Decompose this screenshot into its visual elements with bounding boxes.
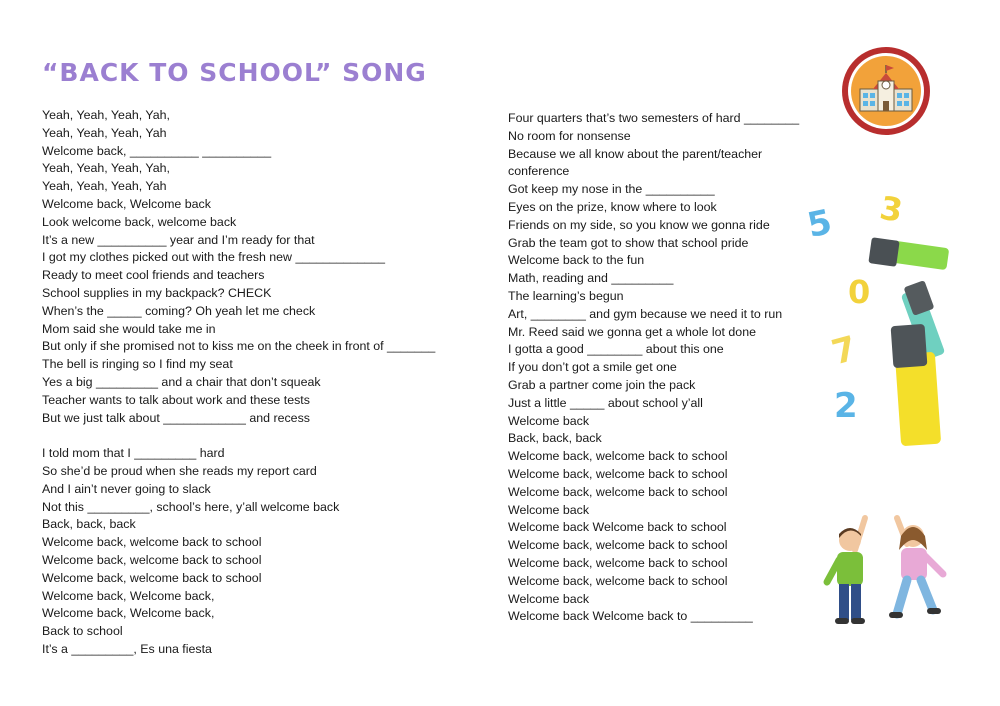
lyric-line: When’s the _____ coming? Oh yeah let me check [42,303,316,318]
lyric-line: Back to school [42,624,123,639]
lyric-line: But only if she promised not to kiss me on the cheek in front of _______ [42,339,436,354]
lyric-line: So she’d be proud when she reads my report card [42,463,317,478]
markers-and-numbers-illustration [800,185,950,450]
lyrics-left-column [42,107,482,659]
lyric-line [42,427,482,445]
lyric-line: I told mom that I _________ hard [42,446,225,461]
lyric-line: Welcome back, welcome back to school [42,570,262,585]
lyric-line: Yeah, Yeah, Yeah, Yah, [42,161,170,176]
lyric-line: The bell is ringing so I find my seat [42,357,233,372]
lyric-line: Welcome back, welcome back to school [508,573,728,588]
lyric-line: Look welcome back, welcome back [42,214,237,229]
song-title: “BACK TO SCHOOL” SONG [42,58,427,87]
green-marker-icon [868,237,949,270]
lyric-line: Grab a partner come join the pack [508,377,696,392]
lyric-line: Back, back, back [508,431,602,446]
lyric-line: I gotta a good ________ about this one [508,342,724,357]
lyric-line: Welcome back, welcome back to school [508,466,728,481]
lyric-line: Eyes on the prize, know where to look [508,199,717,214]
lyric-line: If you don’t got a smile get one [508,360,677,375]
lyric-line: Welcome back [508,502,590,517]
number-three: 3 [877,188,906,230]
lyric-line: Welcome back [508,591,590,606]
lyric-line: School supplies in my backpack? CHECK [42,285,272,300]
lyric-line: Yes a big _________ and a chair that don’t squeak [42,374,321,389]
lyric-line: Welcome back, welcome back to school [508,538,728,553]
lyric-line: Welcome back to the fun [508,253,645,268]
lyric-line: Because we all know about the parent/teacher conference [508,146,763,179]
lyric-line: It’s a _________, Es una fiesta [42,641,212,656]
lyric-line: Yeah, Yeah, Yeah, Yah [42,125,167,140]
lyric-line: Welcome back, __________ __________ [42,143,272,158]
girl-figure [889,518,943,618]
lyric-line: Welcome back Welcome back to school [508,520,727,535]
lyric-line: Four quarters that’s two semesters of hard ________ [508,111,800,125]
lyric-line: Yeah, Yeah, Yeah, Yah, [42,108,170,122]
lyric-line: The learning’s begun [508,288,624,303]
lyric-line: Yeah, Yeah, Yeah, Yah [42,179,167,194]
lyric-line: Mr. Reed said we gonna get a whole lot done [508,324,756,339]
number-two: 2 [834,386,858,426]
lyric-line: Not this _________, school’s here, y’all welcome back [42,499,340,514]
lyric-line: It’s a new __________ year and I’m ready for that [42,232,315,247]
lyric-line: Just a little _____ about school y’all [508,395,703,410]
number-five: 5 [803,202,836,247]
lyric-line: Welcome back, welcome back to school [42,552,262,567]
lyric-line: Ready to meet cool friends and teachers [42,268,265,283]
lyric-line: I got my clothes picked out with the fresh new _____________ [42,250,386,265]
number-seven: 7 [827,328,861,374]
lyric-line: Got keep my nose in the __________ [508,182,715,197]
boy-figure [827,518,865,624]
lyric-line: But we just talk about ____________ and recess [42,410,310,425]
school-building-icon [840,45,932,137]
lyric-line: Welcome back, welcome back to school [42,535,262,550]
lyric-line: Back, back, back [42,517,136,532]
lyric-line: Welcome back [508,413,590,428]
lyric-line: Welcome back, Welcome back [42,196,211,211]
lyric-line: No room for nonsense [508,128,631,143]
lyric-line: Welcome back, Welcome back, [42,606,215,621]
lyric-line: Teacher wants to talk about work and these tests [42,392,310,407]
lyric-line: Math, reading and _________ [508,271,674,286]
number-zero: 0 [848,273,871,311]
lyric-line: Welcome back, welcome back to school [508,484,728,499]
lyric-line: Mom said she would take me in [42,321,216,336]
lyric-line: And I ain’t never going to slack [42,481,211,496]
kids-waving-illustration [815,510,955,635]
lyric-line: Welcome back Welcome back to _________ [508,609,753,624]
lyrics-right-column [508,110,808,626]
lyric-line: Welcome back, welcome back to school [508,449,728,464]
lyric-line: Art, ________ and gym because we need it to run [508,306,783,321]
lyric-line: Grab the team got to show that school pride [508,235,749,250]
lyric-line: Welcome back, Welcome back, [42,588,215,603]
lyric-line: Welcome back, welcome back to school [508,555,728,570]
lyric-line: Friends on my side, so you know we gonna ride [508,217,770,232]
